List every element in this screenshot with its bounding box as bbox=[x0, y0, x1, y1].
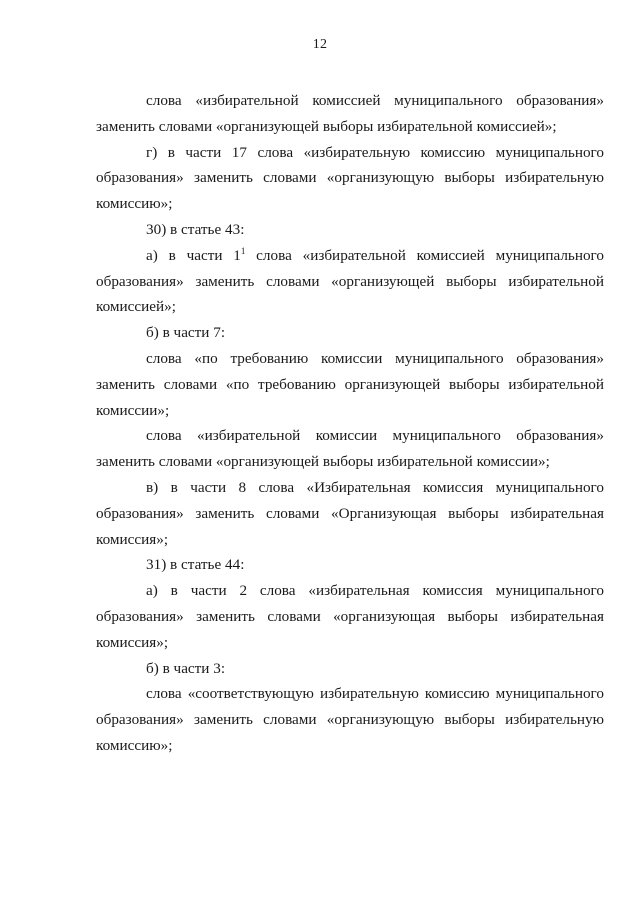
paragraph: слова «избирательной комиссии муниципального образования» заменить словами «организующей выборы избирательной комиссии»; bbox=[96, 427, 604, 471]
superscript: 1 bbox=[240, 245, 246, 256]
paragraph: слова «соответствующую избирательную комиссию муниципального образования» заменить словами «организующую выборы избирательную комиссию»; bbox=[96, 685, 604, 754]
paragraph: г) в части 17 слова «избирательную комиссию муниципального образования» заменить словами «организующую выборы избирательную комиссию»; bbox=[96, 143, 604, 213]
paragraph bbox=[96, 243, 604, 320]
paragraph: б) в части 7: bbox=[146, 324, 226, 342]
paragraph: 30) в статье 43: bbox=[146, 220, 245, 238]
paragraph-prefix: а) в части 1 bbox=[146, 246, 241, 264]
paragraph: а) в части 2 слова «избирательная комиссия муниципального образования» заменить словами «организующая выборы избирательная комиссия»; bbox=[96, 582, 604, 651]
paragraph: в) в части 8 слова «Избирательная комиссия муниципального образования» заменить словами «Организующая выборы избирательная комиссия»; bbox=[96, 478, 604, 548]
paragraph: б) в части 3: bbox=[146, 659, 226, 677]
paragraph-suffix: слова «избирательной комиссией муниципального образования» заменить словами «организующей выборы избирательной комиссией»; bbox=[96, 246, 604, 316]
document-body bbox=[96, 88, 604, 759]
paragraph: 31) в статье 44: bbox=[146, 556, 245, 574]
paragraph: слова «избирательной комиссией муниципального образования» заменить словами «организующей выборы избирательной комиссией»; bbox=[96, 92, 604, 135]
page-number: 12 bbox=[312, 37, 328, 52]
paragraph: слова «по требованию комиссии муниципального образования» заменить словами «по требованию организующей выборы избирательной комиссии»; bbox=[96, 349, 604, 419]
